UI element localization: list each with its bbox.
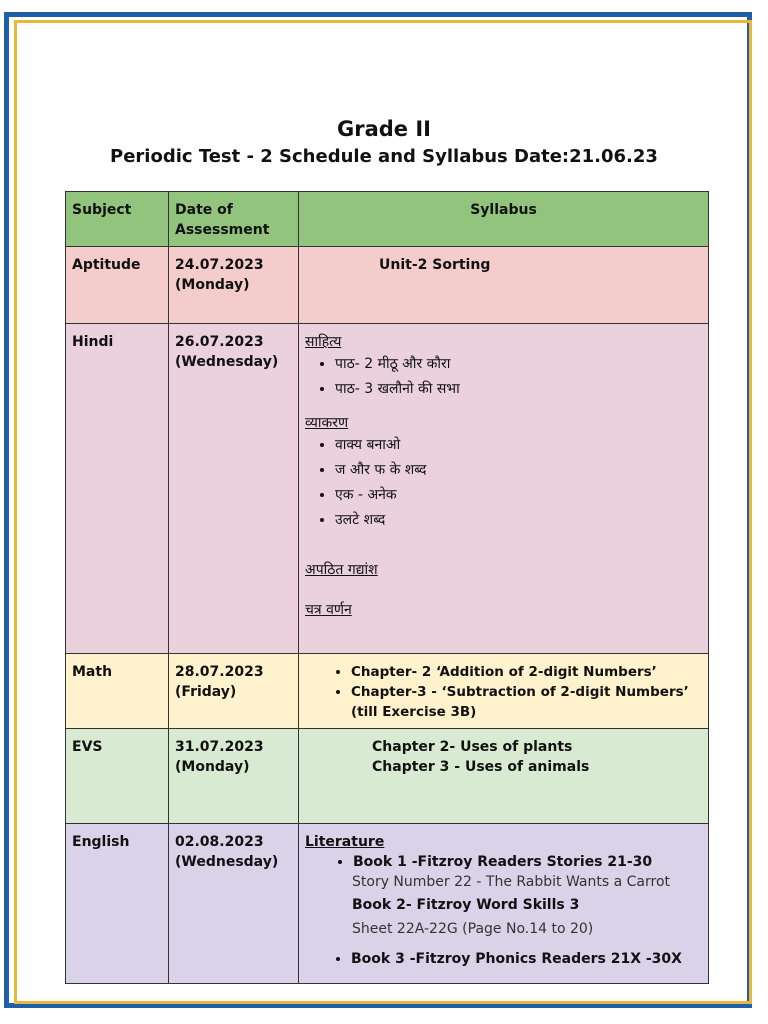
list-item: • Chapter-3 - ‘Subtraction of 2-digit Numbers’ (till Exercise 3B) [351, 682, 702, 722]
syllabus-cell [299, 247, 709, 324]
syllabus-cell [299, 824, 709, 984]
syllabus-line: Unit-2 Sorting [379, 257, 491, 273]
list-item: • उलटे शब्द [335, 510, 702, 530]
book2-line: Book 2- Fitzroy Word Skills 3 [352, 897, 580, 913]
table-row [66, 324, 709, 654]
date-cell [169, 729, 299, 824]
date-cell [169, 247, 299, 324]
header-syllabus: Syllabus [299, 192, 709, 247]
sahitya-list [305, 354, 702, 399]
english-list-1 [305, 852, 702, 872]
subject-cell: Math [66, 654, 169, 729]
list-item: • पाठ- 2 मीठू और कौरा [335, 354, 702, 374]
date-value: 26.07.2023 [175, 334, 264, 350]
day-value: (Wednesday) [175, 854, 279, 870]
day-value: (Monday) [175, 277, 250, 293]
table-header-row [66, 192, 709, 247]
apathit-heading: अपठित गद्यांश [305, 562, 378, 578]
table-row [66, 654, 709, 729]
page-subtitle: Periodic Test - 2 Schedule and Syllabus Date:21.06.23 [110, 146, 658, 167]
header-date: Date of Assessment [169, 192, 299, 247]
subject-cell: EVS [66, 729, 169, 824]
syllabus-line: Chapter 3 - Uses of animals [372, 759, 590, 775]
table-row [66, 729, 709, 824]
date-cell [169, 324, 299, 654]
subject-cell: Aptitude [66, 247, 169, 324]
english-list-2 [305, 949, 702, 969]
list-item: • Book 3 -Fitzroy Phonics Readers 21X -30X [351, 949, 702, 969]
day-value: (Wednesday) [175, 354, 279, 370]
vyakaran-list [305, 435, 702, 530]
table-row [66, 247, 709, 324]
syllabus-cell [299, 654, 709, 729]
date-value: 02.08.2023 [175, 834, 264, 850]
list-item: • पाठ- 3 खलौनो की सभा [335, 379, 702, 399]
day-value: (Friday) [175, 684, 237, 700]
list-item: • Book 1 -Fitzroy Readers Stories 21-30 [353, 852, 702, 872]
list-item: • ज और फ के शब्द [335, 460, 702, 480]
sahitya-heading: साहित्य [305, 334, 342, 350]
list-item: • Chapter- 2 ‘Addition of 2-digit Numbers’ [351, 662, 702, 682]
syllabus-cell [299, 729, 709, 824]
date-value: 24.07.2023 [175, 257, 264, 273]
subject-cell: English [66, 824, 169, 984]
date-value: 31.07.2023 [175, 739, 264, 755]
date-cell [169, 654, 299, 729]
book1-note: Story Number 22 - The Rabbit Wants a Carrot [352, 874, 671, 890]
subject-cell: Hindi [66, 324, 169, 654]
header-subject: Subject [66, 192, 169, 247]
table-row [66, 824, 709, 984]
syllabus-cell [299, 324, 709, 654]
schedule-table [65, 191, 709, 984]
list-item: • वाक्य बनाओ [335, 435, 702, 455]
page-title: Grade II [337, 117, 431, 141]
chitra-heading: चत्र वर्णन [305, 602, 352, 618]
syllabus-line: Chapter 2- Uses of plants [372, 739, 573, 755]
list-item: • एक - अनेक [335, 485, 702, 505]
math-list [305, 662, 702, 722]
date-cell [169, 824, 299, 984]
day-value: (Monday) [175, 759, 250, 775]
literature-heading: Literature [305, 834, 385, 850]
vyakaran-heading: व्याकरण [305, 415, 349, 431]
book2-note: Sheet 22A-22G (Page No.14 to 20) [352, 921, 594, 937]
date-value: 28.07.2023 [175, 664, 264, 680]
